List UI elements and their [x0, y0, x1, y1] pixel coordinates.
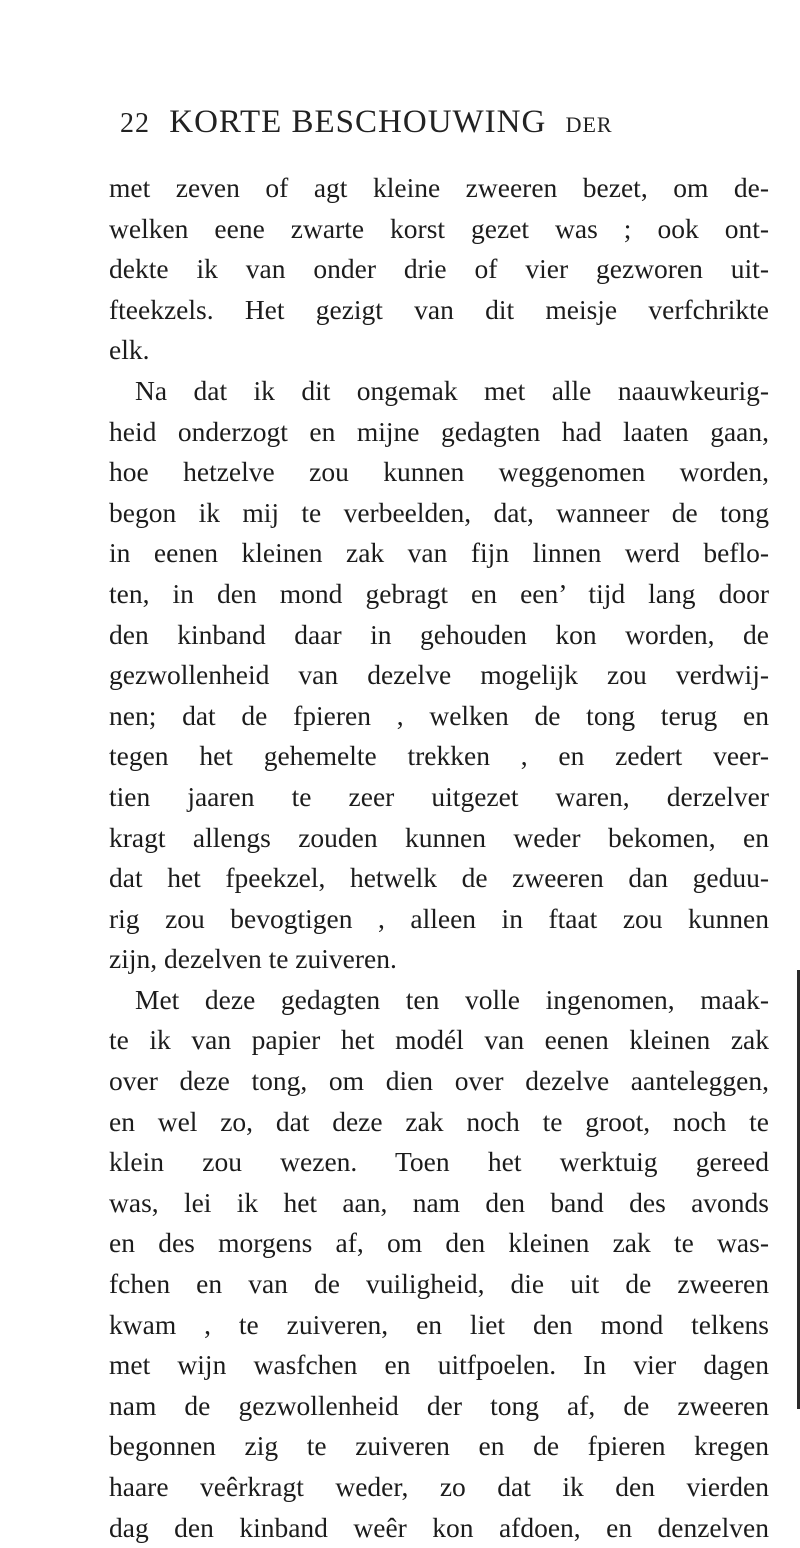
- text-line: kragt allengs zouden kunnen weder bekomen, en: [109, 821, 769, 853]
- running-head-catchword: DER: [565, 112, 613, 137]
- text-line: hoe hetzelve zou kunnen weggenomen worden,: [109, 456, 769, 488]
- text-line: kwam , te zuiveren, en liet den mond telkens: [109, 1308, 769, 1340]
- text-line: Na dat ik dit ongemak met alle naauwkeurig-: [135, 374, 769, 406]
- text-line: welken eene zwarte korst gezet was ; ook ont-: [109, 212, 769, 244]
- text-line: met zeven of agt kleine zweeren bezet, om de-: [109, 172, 769, 203]
- text-line: tien jaaren te zeer uitgezet waren, derzelver: [109, 780, 769, 812]
- text-line: en wel zo, dat deze zak noch te groot, noch te: [109, 1105, 769, 1137]
- text-line: in eenen kleinen zak van fijn linnen werd beflo-: [109, 537, 769, 569]
- text-line: begon ik mij te verbeelden, dat, wanneer de tong: [109, 496, 769, 528]
- text-line: dag den kinband weêr kon afdoen, en denzelven: [109, 1511, 769, 1543]
- text-line: zijn, dezelven te zuiveren.: [109, 943, 397, 975]
- text-line: nam de gezwollenheid der tong af, de zweeren: [109, 1389, 769, 1421]
- text-line: elk.: [109, 334, 150, 366]
- text-line: nen; dat de fpieren , welken de tong terug en: [109, 699, 769, 731]
- running-head: [120, 104, 760, 144]
- text-line: den kinband daar in gehouden kon worden, de: [109, 618, 769, 650]
- text-line: was, lei ik het aan, nam den band des avonds: [109, 1186, 769, 1218]
- text-line: heid onderzogt en mijne gedagten had laaten gaan,: [109, 415, 769, 447]
- text-line: fchen en van de vuiligheid, die uit de zweeren: [109, 1268, 769, 1300]
- text-line: klein zou wezen. Toen het werktuig gereed: [109, 1146, 769, 1178]
- text-line: ten, in den mond gebragt en een’ tijd lang door: [109, 577, 769, 609]
- text-line: en des morgens af, om den kleinen zak te was-: [109, 1227, 769, 1259]
- text-line: tegen het gehemelte trekken , en zedert veer-: [109, 740, 769, 772]
- text-line: met wijn wasfchen en uitfpoelen. In vier dagen: [109, 1349, 769, 1381]
- text-line: dekte ik van onder drie of vier gezworen uit-: [109, 253, 769, 285]
- page-number: 22: [120, 108, 150, 139]
- text-line: te ik van papier het modél van eenen kleinen zak: [109, 1024, 769, 1056]
- text-line: begonnen zig te zuiveren en de fpieren kregen: [109, 1430, 769, 1462]
- text-line: gezwollenheid van dezelve mogelijk zou verdwij-: [109, 659, 769, 691]
- body-text: [109, 168, 769, 1548]
- text-line: dat het fpeekzel, hetwelk de zweeren dan geduu-: [109, 862, 769, 894]
- text-line: over deze tong, om dien over dezelve aanteleggen,: [109, 1065, 769, 1097]
- text-line: fteekzels. Het gezigt van dit meisje verfchrikte: [109, 293, 769, 325]
- text-line: Met deze gedagten ten volle ingenomen, maak-: [135, 983, 769, 1015]
- text-line: haare veêrkragt weder, zo dat ik den vierden: [109, 1471, 769, 1502]
- running-head-title: KORTE BESCHOUWING: [169, 104, 547, 140]
- text-line: rig zou bevogtigen , alleen in ftaat zou kunnen: [109, 902, 769, 934]
